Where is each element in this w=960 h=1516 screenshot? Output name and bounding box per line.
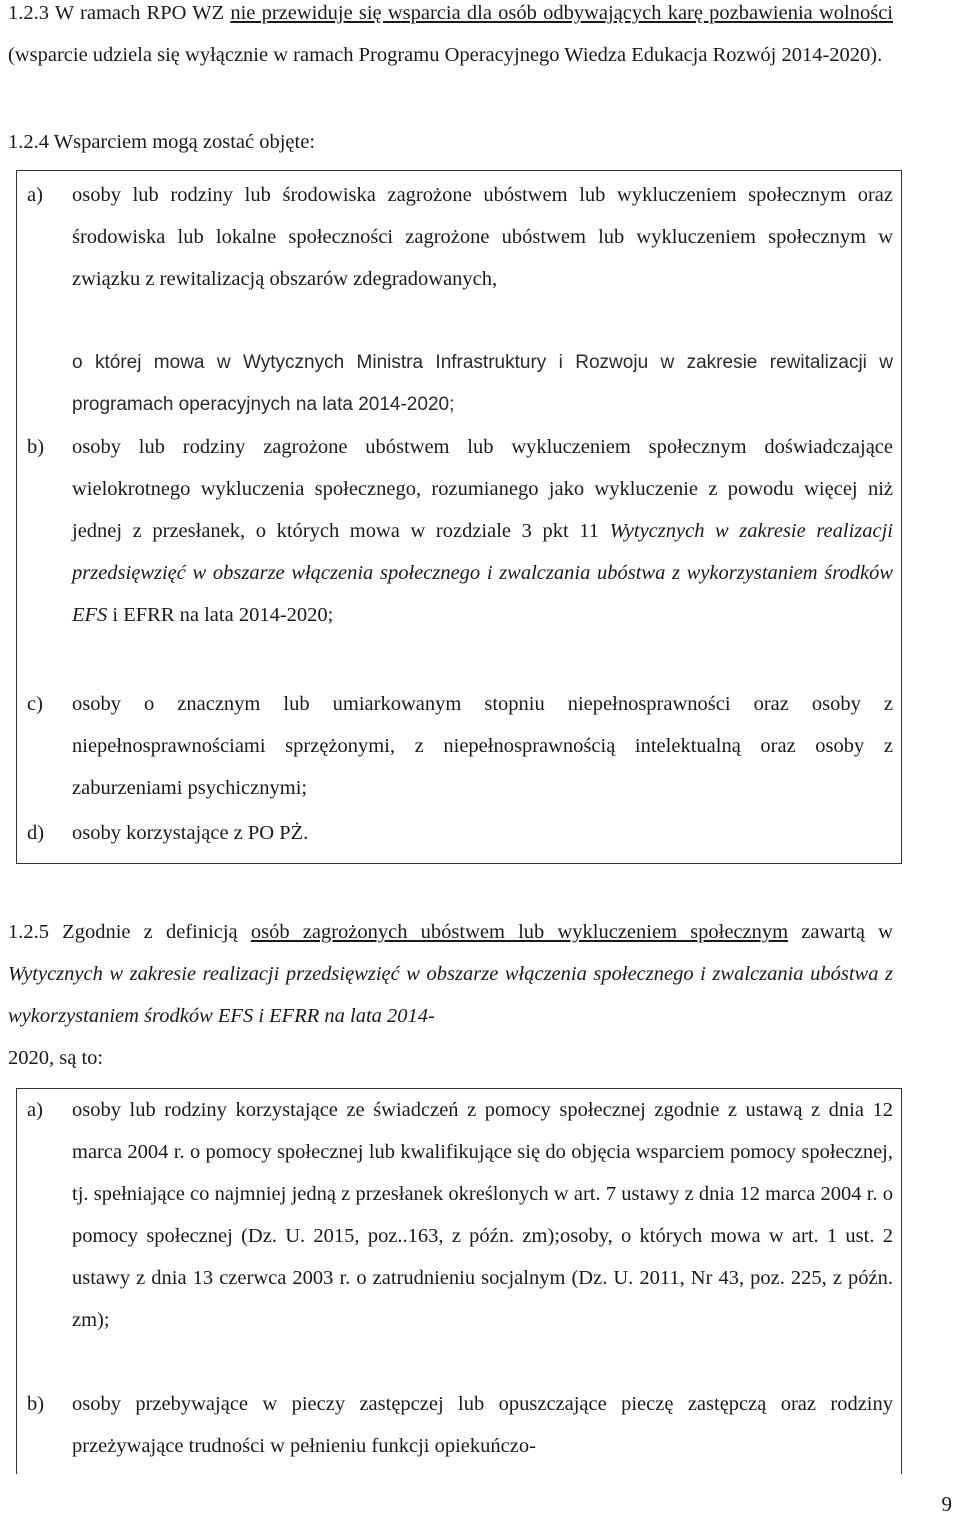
list-text <box>72 426 893 636</box>
list-text: osoby lub rodziny korzystające ze świadczeń z pomocy społecznej zgodnie z ustawą z dnia 12 marca 2004 r. o pomocy społecznej lub kwalifikujące się do objęcia wsparciem pomocy społecznej, tj. spełniające co najmniej jedną z przesłanek określonych w art. 7 ustawy z dnia 12 marca 2004 r. o pomocy społecznej (Dz. U. 2015, poz..163, z późn. zm);osoby, o których mowa w art. 1 ust. 2 ustawy z dnia 13 czerwca 2003 r. o zatrudnieniu socjalnym (Dz. U. 2011, Nr 43, poz. 225, z późn. zm); <box>72 1099 893 1331</box>
list-label: b) <box>27 436 45 458</box>
paragraph-number: 1.2.5 <box>8 921 49 943</box>
list-text: osoby lub rodziny lub środowiska zagrożone ubóstwem lub wykluczeniem społecznym oraz środowiska lub lokalne społeczności zagrożone ubóstwem lub wykluczeniem społecznym w związku z rewitalizacją obszarów zdegradowanych, <box>72 184 893 290</box>
paragraph-text-underlined: nie przewiduje się wsparcia dla osób odbywających karę pozbawienia wolności <box>230 2 893 24</box>
eligibility-box <box>16 170 902 864</box>
paragraph-number: 1.2.3 <box>8 2 49 24</box>
list-text-italic: Wytycznych w zakresie realizacji przedsięwzięć w obszarze włączenia społecznego i zwalczania ubóstwa z wykorzystaniem środków EFS <box>72 520 893 626</box>
list-label: a) <box>27 1099 43 1121</box>
list-label: c) <box>27 693 43 715</box>
paragraph-1-2-3 <box>8 0 893 76</box>
page-number: 9 <box>941 1492 952 1516</box>
list-label: d) <box>27 822 45 844</box>
list-label: a) <box>27 184 43 206</box>
paragraph-text-underlined: osób zagrożonych ubóstwem lub wykluczeniem społecznym <box>250 921 789 943</box>
list-text-post: i EFRR na lata 2014-2020; <box>107 604 334 626</box>
paragraph-text-italic: Wytycznych w zakresie realizacji przedsięwzięć w obszarze włączenia społecznego i zwalczania ubóstwa z wykorzystaniem środków EFS i EFRR na lata 2014- <box>8 963 893 1027</box>
paragraph-text-post: 2020, są to: <box>8 1047 104 1069</box>
paragraph-text-pre: W ramach RPO WZ <box>49 2 231 24</box>
list-text-pre: osoby lub rodziny zagrożone ubóstwem lub wykluczeniem społecznym doświadczające wielokrotnego wykluczenia społecznego, rozumianego jako wykluczenie z powodu więcej niż jednej z przesłanek, o których mowa w rozdziale 3 pkt 11 <box>72 436 893 542</box>
list-label: b) <box>27 1393 45 1415</box>
paragraph-1-2-4 <box>8 121 893 163</box>
paragraph-1-2-5 <box>8 911 893 1079</box>
list-text-continuation: o której mowa w Wytycznych Ministra Infrastruktury i Rozwoju w zakresie rewitalizacji w programach operacyjnych na lata 2014-2020; <box>72 352 893 415</box>
list-text: osoby przebywające w pieczy zastępczej lub opuszczające pieczę zastępczą oraz rodziny przeżywające trudności w pełnieniu funkcji opiekuńczo- <box>72 1393 893 1457</box>
list-text: osoby o znacznym lub umiarkowanym stopniu niepełnosprawności oraz osoby z niepełnosprawnościami sprzężonymi, z niepełnosprawnością intelektualną oraz osoby z zaburzeniami psychicznymi; <box>72 693 893 799</box>
list-text: osoby korzystające z PO PŻ. <box>72 822 309 844</box>
definition-box <box>16 1088 902 1474</box>
paragraph-text-post: (wsparcie udziela się wyłącznie w ramach Programu Operacyjnego Wiedza Edukacja Rozwój 2014-2020). <box>8 44 883 66</box>
paragraph-number: 1.2.4 <box>8 131 49 153</box>
paragraph-text: Wsparciem mogą zostać objęte: <box>49 131 316 153</box>
paragraph-text-mid: zawartą w <box>788 921 893 943</box>
paragraph-text-pre: Zgodnie z definicją <box>49 921 251 943</box>
